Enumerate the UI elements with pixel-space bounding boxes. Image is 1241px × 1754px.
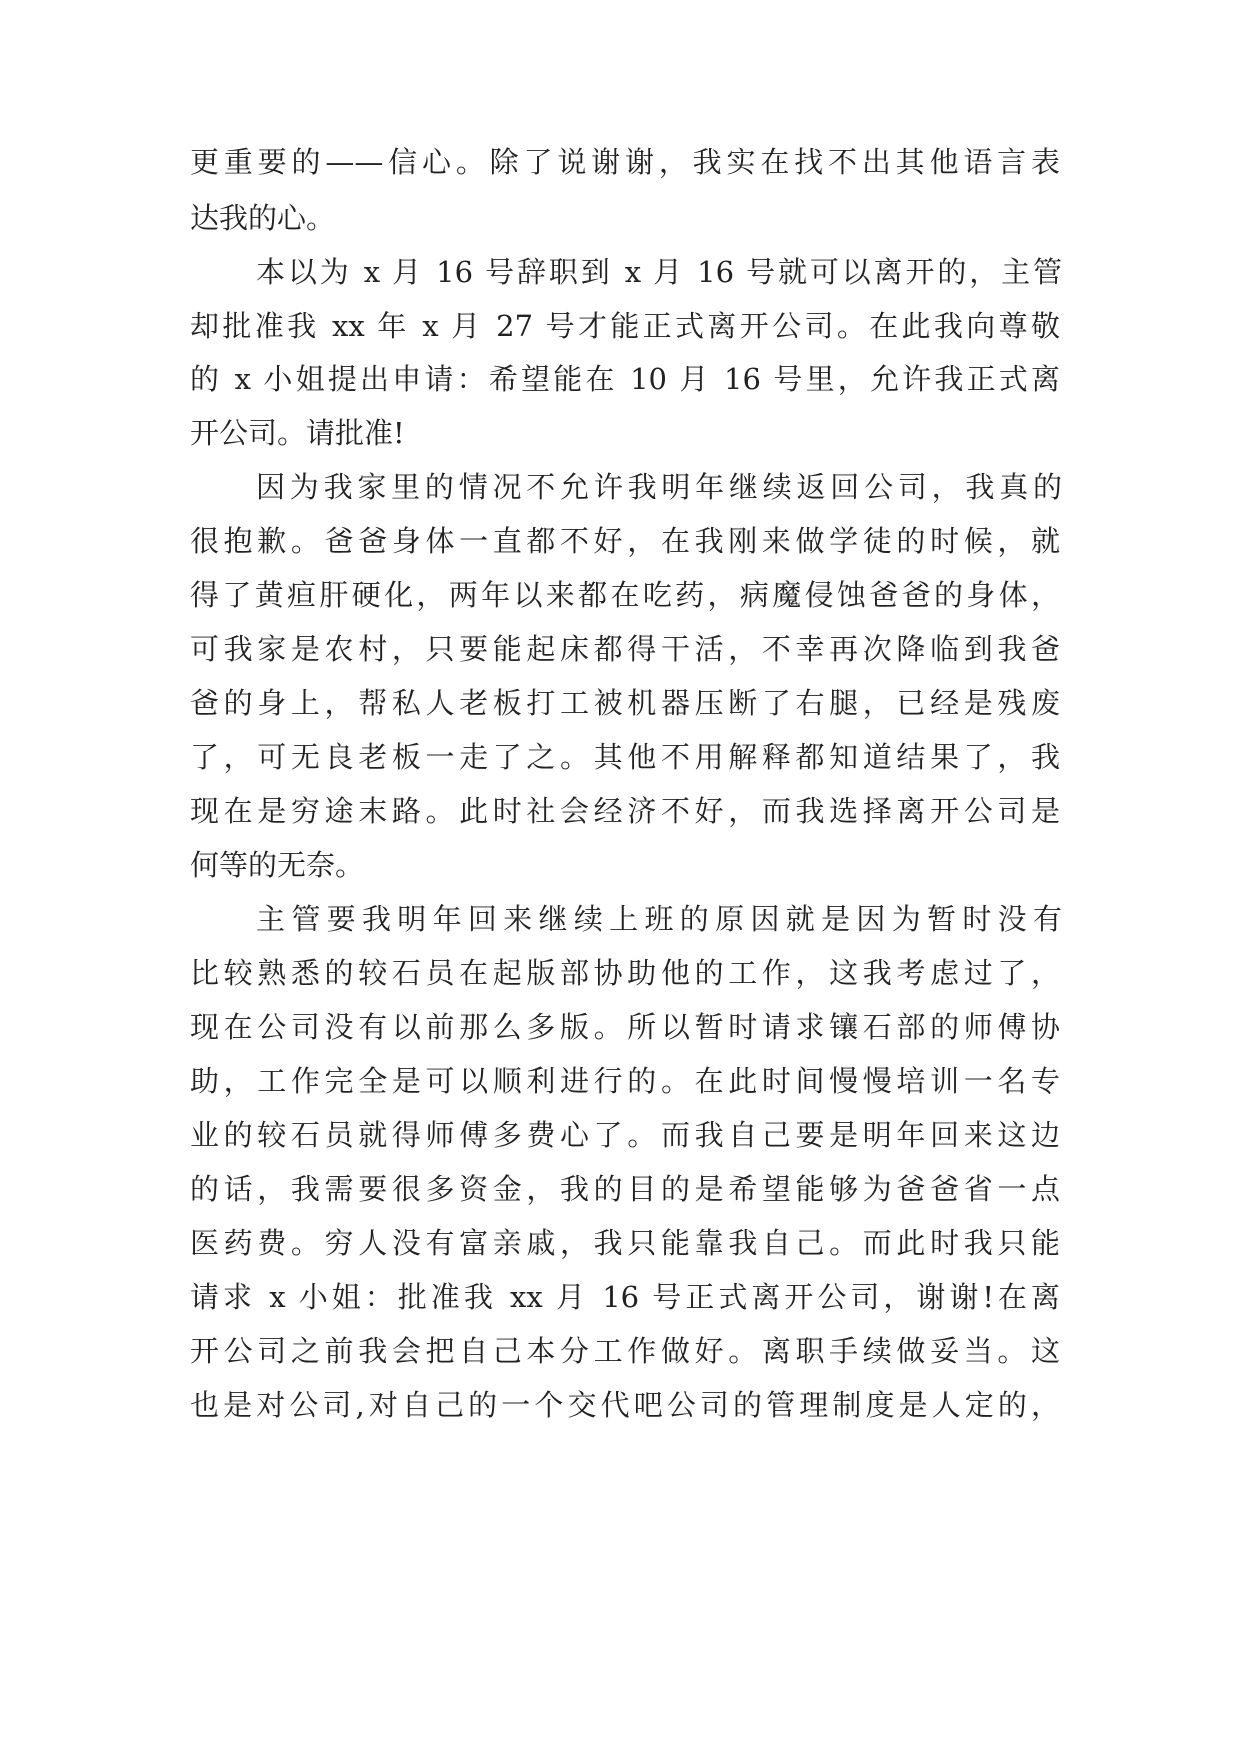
text-line: 请求 x 小姐：批准我 xx 月 16 号正式离开公司，谢谢!在离 [190,1280,1060,1314]
text-line: 却批准我 xx 年 x 月 27 号才能正式离开公司。在此我向尊敬 [190,309,1060,343]
text-line: 开公司。请批准! [190,416,405,450]
text-line: 爸的身上，帮私人老板打工被机器压断了右腿，已经是残废 [190,686,1060,720]
text-line: 达我的心。 [190,201,336,235]
text-line: 医药费。穷人没有富亲戚，我只能靠我自己。而此时我只能 [190,1226,1060,1260]
text-line: 主管要我明年回来继续上班的原因就是因为暂时没有 [256,902,1062,936]
text-line: 业的较石员就得师傅多费心了。而我自己要是明年回来这边 [190,1118,1060,1152]
text-line: 现在公司没有以前那么多版。所以暂时请求镶石部的师傅协 [190,1010,1060,1044]
text-line: 本以为 x 月 16 号辞职到 x 月 16 号就可以离开的，主管 [256,255,1062,289]
text-line: 更重要的——信心。除了说谢谢，我实在找不出其他语言表 [190,145,1060,179]
text-line: 助，工作完全是可以顺利进行的。在此时间慢慢培训一名专 [190,1064,1060,1098]
text-line: 很抱歉。爸爸身体一直都不好，在我刚来做学徒的时候，就 [190,524,1060,558]
text-line: 得了黄疸肝硬化，两年以来都在吃药，病魔侵蚀爸爸的身体， [190,578,1060,612]
text-line: 的 x 小姐提出申请：希望能在 10 月 16 号里，允许我正式离 [190,362,1060,396]
text-line: 也是对公司,对自己的一个交代吧公司的管理制度是人定的， [190,1388,1060,1422]
text-line: 现在是穷途末路。此时社会经济不好，而我选择离开公司是 [190,794,1060,828]
text-line: 可我家是农村，只要能起床都得干活，不幸再次降临到我爸 [190,632,1060,666]
text-line: 何等的无奈。 [190,848,365,882]
text-line: 比较熟悉的较石员在起版部协助他的工作，这我考虑过了， [190,956,1060,990]
text-line: 的话，我需要很多资金，我的目的是希望能够为爸爸省一点 [190,1172,1060,1206]
text-line: 因为我家里的情况不允许我明年继续返回公司，我真的 [256,470,1062,504]
text-line: 开公司之前我会把自己本分工作做好。离职手续做妥当。这 [190,1334,1060,1368]
text-line: 了，可无良老板一走了之。其他不用解释都知道结果了，我 [190,740,1060,774]
